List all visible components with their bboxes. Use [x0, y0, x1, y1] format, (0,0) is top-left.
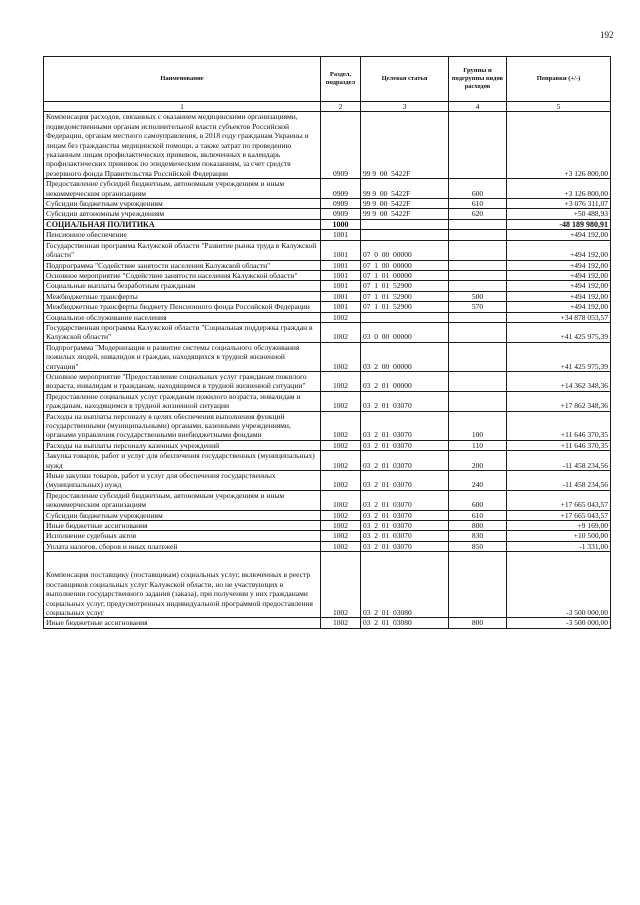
column-number-row — [44, 102, 611, 112]
row-expense-type: 100 — [449, 411, 507, 440]
row-amount: +494 192,00 — [507, 240, 611, 260]
table-row — [44, 531, 611, 541]
row-section: 0909 — [321, 179, 361, 199]
row-section: 1002 — [321, 521, 361, 531]
row-target-article: 03 2 01 03070 — [361, 490, 449, 510]
table-row — [44, 199, 611, 209]
row-amount: +50 488,93 — [507, 209, 611, 219]
row-expense-type: 200 — [449, 451, 507, 471]
row-expense-type: 600 — [449, 179, 507, 199]
table-row — [44, 281, 611, 291]
row-target-article: 03 0 00 00000 — [361, 322, 449, 342]
row-section: 1001 — [321, 270, 361, 280]
table-row — [44, 440, 611, 450]
table-row — [44, 371, 611, 391]
table-row — [44, 312, 611, 322]
row-name: Социальное обслуживание населения — [44, 312, 321, 322]
row-amount: +494 192,00 — [507, 291, 611, 301]
row-expense-type — [449, 312, 507, 322]
row-amount: +17 665 043,57 — [507, 510, 611, 520]
row-target-article: 03 2 01 03070 — [361, 440, 449, 450]
header-target-article: Целевая статья — [361, 57, 449, 102]
row-section: 1000 — [321, 219, 361, 229]
row-name: Государственная программа Калужской области "Социальная поддержка граждан в Калужской области" — [44, 322, 321, 342]
header-expense-groups: Группы и подгруппы видов расходов — [449, 57, 507, 102]
table-row — [44, 342, 611, 371]
row-expense-type — [449, 391, 507, 411]
row-expense-type: 620 — [449, 209, 507, 219]
row-expense-type: 500 — [449, 291, 507, 301]
table-row — [44, 521, 611, 531]
row-amount: +41 425 975,39 — [507, 322, 611, 342]
table-row — [44, 451, 611, 471]
table-row — [44, 179, 611, 199]
row-target-article: 07 1 01 52900 — [361, 281, 449, 291]
row-name: Предоставление субсидий бюджетным, автономным учреждениям и иным некоммерческим организациям — [44, 179, 321, 199]
row-target-article: 07 1 00 00000 — [361, 260, 449, 270]
row-target-article: 03 2 01 00000 — [361, 371, 449, 391]
row-name: Предоставление субсидий бюджетным, автономным учреждениям и иным некоммерческим организациям — [44, 490, 321, 510]
row-expense-type: 610 — [449, 199, 507, 209]
row-section: 1002 — [321, 322, 361, 342]
row-amount: +494 192,00 — [507, 230, 611, 240]
table-row — [44, 411, 611, 440]
row-section: 1002 — [321, 391, 361, 411]
row-target-article: 03 2 01 03070 — [361, 521, 449, 531]
row-expense-type: 850 — [449, 541, 507, 551]
row-amount: +494 192,00 — [507, 260, 611, 270]
row-section: 1002 — [321, 531, 361, 541]
row-target-article: 99 9 00 5422F — [361, 209, 449, 219]
row-name: Иные бюджетные ассигнования — [44, 521, 321, 531]
row-name: Иные закупки товаров, работ и услуг для обеспечения государственных (муниципальных) нужд — [44, 471, 321, 491]
row-name: Основное мероприятие "Содействие занятости населения Калужской области" — [44, 270, 321, 280]
table-row — [44, 510, 611, 520]
column-number: 4 — [449, 102, 507, 112]
row-amount: +3 126 800,00 — [507, 112, 611, 179]
row-amount: -3 500 000,00 — [507, 618, 611, 628]
row-name: Расходы на выплаты персоналу в целях обеспечения выполнения функций государственными (муниципальными) органами, казенными учреждениями, органами управления государственными внебюджетными фондами — [44, 411, 321, 440]
row-expense-type: 570 — [449, 302, 507, 312]
row-section: 1002 — [321, 490, 361, 510]
row-target-article: 03 2 01 03070 — [361, 471, 449, 491]
row-name: Иные бюджетные ассигнования — [44, 618, 321, 628]
row-expense-type — [449, 270, 507, 280]
header-name: Наименование — [44, 57, 321, 102]
row-name: Межбюджетные трансферты бюджету Пенсионного фонда Российской Федерации — [44, 302, 321, 312]
row-section: 1001 — [321, 302, 361, 312]
column-number: 1 — [44, 102, 321, 112]
row-amount: +494 192,00 — [507, 302, 611, 312]
column-number: 3 — [361, 102, 449, 112]
row-expense-type — [449, 322, 507, 342]
row-name: Уплата налогов, сборов и иных платежей — [44, 541, 321, 551]
table-row — [44, 302, 611, 312]
row-amount: +10 500,00 — [507, 531, 611, 541]
row-expense-type — [449, 552, 507, 618]
table-row — [44, 291, 611, 301]
row-target-article: 03 2 01 03070 — [361, 451, 449, 471]
row-expense-type — [449, 112, 507, 179]
row-target-article: 07 1 01 52900 — [361, 291, 449, 301]
row-expense-type: 610 — [449, 510, 507, 520]
table-header-row — [44, 57, 611, 102]
table-row — [44, 541, 611, 551]
row-expense-type — [449, 260, 507, 270]
row-target-article: 03 2 01 03080 — [361, 552, 449, 618]
row-name: Компенсация расходов, связанных с оказанием медицинскими организациями, подведомственными органам исполнительной власти субъектов Российской Федерации, органам местного самоуправления, в 2018 году гражданам Украины и лицам без гражданства медицинской помощи, а также затрат по проведению указанным лицам профилактических прививок, включенных в календарь профилактических прививок по эпидемическим показаниям, за счет средств резервного фонда Правительства Российской Федерации — [44, 112, 321, 179]
row-name: Пенсионное обеспечение — [44, 230, 321, 240]
row-section: 1002 — [321, 312, 361, 322]
row-amount: +41 425 975,39 — [507, 342, 611, 371]
row-amount: +3 076 311,07 — [507, 199, 611, 209]
table-row — [44, 490, 611, 510]
row-amount: -1 331,00 — [507, 541, 611, 551]
row-expense-type — [449, 219, 507, 229]
row-expense-type — [449, 342, 507, 371]
table-row — [44, 230, 611, 240]
row-section: 0909 — [321, 209, 361, 219]
row-amount: +3 126 800,00 — [507, 179, 611, 199]
row-target-article: 07 1 01 52900 — [361, 302, 449, 312]
row-expense-type: 240 — [449, 471, 507, 491]
row-amount: -3 500 000,00 — [507, 552, 611, 618]
row-section: 0909 — [321, 199, 361, 209]
row-section: 1001 — [321, 260, 361, 270]
row-section: 1002 — [321, 552, 361, 618]
row-section: 1001 — [321, 291, 361, 301]
row-name: Субсидии бюджетным учреждениям — [44, 510, 321, 520]
row-expense-type — [449, 281, 507, 291]
row-name: Исполнение судебных актов — [44, 531, 321, 541]
row-name: Предоставление социальных услуг гражданам пожилого возраста, инвалидам и гражданам, находящимся в трудной жизненной ситуации — [44, 391, 321, 411]
row-name: СОЦИАЛЬНАЯ ПОЛИТИКА — [44, 219, 321, 229]
budget-amendments-table — [43, 56, 611, 629]
column-number: 2 — [321, 102, 361, 112]
row-expense-type — [449, 240, 507, 260]
row-amount: +494 192,00 — [507, 270, 611, 280]
table-row — [44, 270, 611, 280]
table-row — [44, 618, 611, 628]
table-row — [44, 112, 611, 179]
row-section: 0909 — [321, 112, 361, 179]
row-name: Основное мероприятие "Предоставление социальных услуг гражданам пожилого возраста, инвалидам и гражданам, находящимся в трудной жизненной ситуации" — [44, 371, 321, 391]
row-target-article: 99 9 00 5422F — [361, 179, 449, 199]
row-name: Расходы на выплаты персоналу казенных учреждений — [44, 440, 321, 450]
row-name: Межбюджетные трансферты — [44, 291, 321, 301]
page-number: 192 — [600, 30, 614, 40]
row-target-article: 07 1 01 00000 — [361, 270, 449, 280]
header-section: Раздел, подраздел — [321, 57, 361, 102]
table-row — [44, 219, 611, 229]
row-name: Подпрограмма "Модернизация и развитие системы социального обслуживания пожилых людей, инвалидов и граждан, находящихся в трудной жизненной ситуации" — [44, 342, 321, 371]
table-row — [44, 552, 611, 618]
row-name: Подпрограмма "Содействие занятости населения Калужской области" — [44, 260, 321, 270]
row-section: 1002 — [321, 510, 361, 520]
row-amount: +494 192,00 — [507, 281, 611, 291]
row-expense-type — [449, 371, 507, 391]
row-section: 1002 — [321, 618, 361, 628]
row-amount: +17 665 043,57 — [507, 490, 611, 510]
row-name: Закупка товаров, работ и услуг для обеспечения государственных (муниципальных) нужд — [44, 451, 321, 471]
row-target-article: 03 2 01 03070 — [361, 411, 449, 440]
header-amendments: Поправки (+/-) — [507, 57, 611, 102]
row-amount: +17 862 348,36 — [507, 391, 611, 411]
row-section: 1001 — [321, 240, 361, 260]
row-target-article: 99 9 00 5422F — [361, 112, 449, 179]
row-name: Субсидии бюджетным учреждениям — [44, 199, 321, 209]
row-section: 1001 — [321, 230, 361, 240]
row-name: Государственная программа Калужской области "Развитие рынка труда в Калужской области" — [44, 240, 321, 260]
row-expense-type: 110 — [449, 440, 507, 450]
row-target-article: 03 2 01 03070 — [361, 510, 449, 520]
row-section: 1002 — [321, 471, 361, 491]
row-section: 1002 — [321, 371, 361, 391]
row-target-article: 07 0 00 00000 — [361, 240, 449, 260]
row-target-article — [361, 312, 449, 322]
row-amount: +9 169,00 — [507, 521, 611, 531]
row-section: 1002 — [321, 411, 361, 440]
column-number: 5 — [507, 102, 611, 112]
table-row — [44, 322, 611, 342]
row-target-article — [361, 219, 449, 229]
row-name: Субсидии автономным учреждениям — [44, 209, 321, 219]
table-row — [44, 240, 611, 260]
row-target-article: 03 2 01 03070 — [361, 391, 449, 411]
row-amount: +14 362 348,36 — [507, 371, 611, 391]
row-expense-type: 830 — [449, 531, 507, 541]
row-expense-type: 800 — [449, 521, 507, 531]
row-expense-type: 600 — [449, 490, 507, 510]
row-target-article: 99 9 00 5422F — [361, 199, 449, 209]
row-section: 1002 — [321, 440, 361, 450]
row-amount: -11 458 234,56 — [507, 471, 611, 491]
table-row — [44, 260, 611, 270]
row-name: Компенсация поставщику (поставщикам) социальных услуг, включенных в реестр поставщиков социальных услуг Калужской области, но не участвующих в выполнении государственного задания (заказа), при получении у них гражданами социальных услуг, предусмотренных индивидуальной программой предоставления социальных услуг — [44, 552, 321, 618]
row-amount: +11 646 370,35 — [507, 440, 611, 450]
row-section: 1001 — [321, 281, 361, 291]
row-amount: +34 878 053,57 — [507, 312, 611, 322]
row-section: 1002 — [321, 342, 361, 371]
row-amount: -48 189 980,91 — [507, 219, 611, 229]
row-name: Социальные выплаты безработным гражданам — [44, 281, 321, 291]
row-section: 1002 — [321, 451, 361, 471]
row-target-article: 03 2 00 00000 — [361, 342, 449, 371]
row-expense-type: 800 — [449, 618, 507, 628]
row-amount: -11 458 234,56 — [507, 451, 611, 471]
row-expense-type — [449, 230, 507, 240]
table-row — [44, 209, 611, 219]
row-amount: +11 646 370,35 — [507, 411, 611, 440]
table-row — [44, 471, 611, 491]
table-row — [44, 391, 611, 411]
row-section: 1002 — [321, 541, 361, 551]
row-target-article: 03 2 01 03070 — [361, 541, 449, 551]
row-target-article — [361, 230, 449, 240]
row-target-article: 03 2 01 03070 — [361, 531, 449, 541]
row-target-article: 03 2 01 03080 — [361, 618, 449, 628]
